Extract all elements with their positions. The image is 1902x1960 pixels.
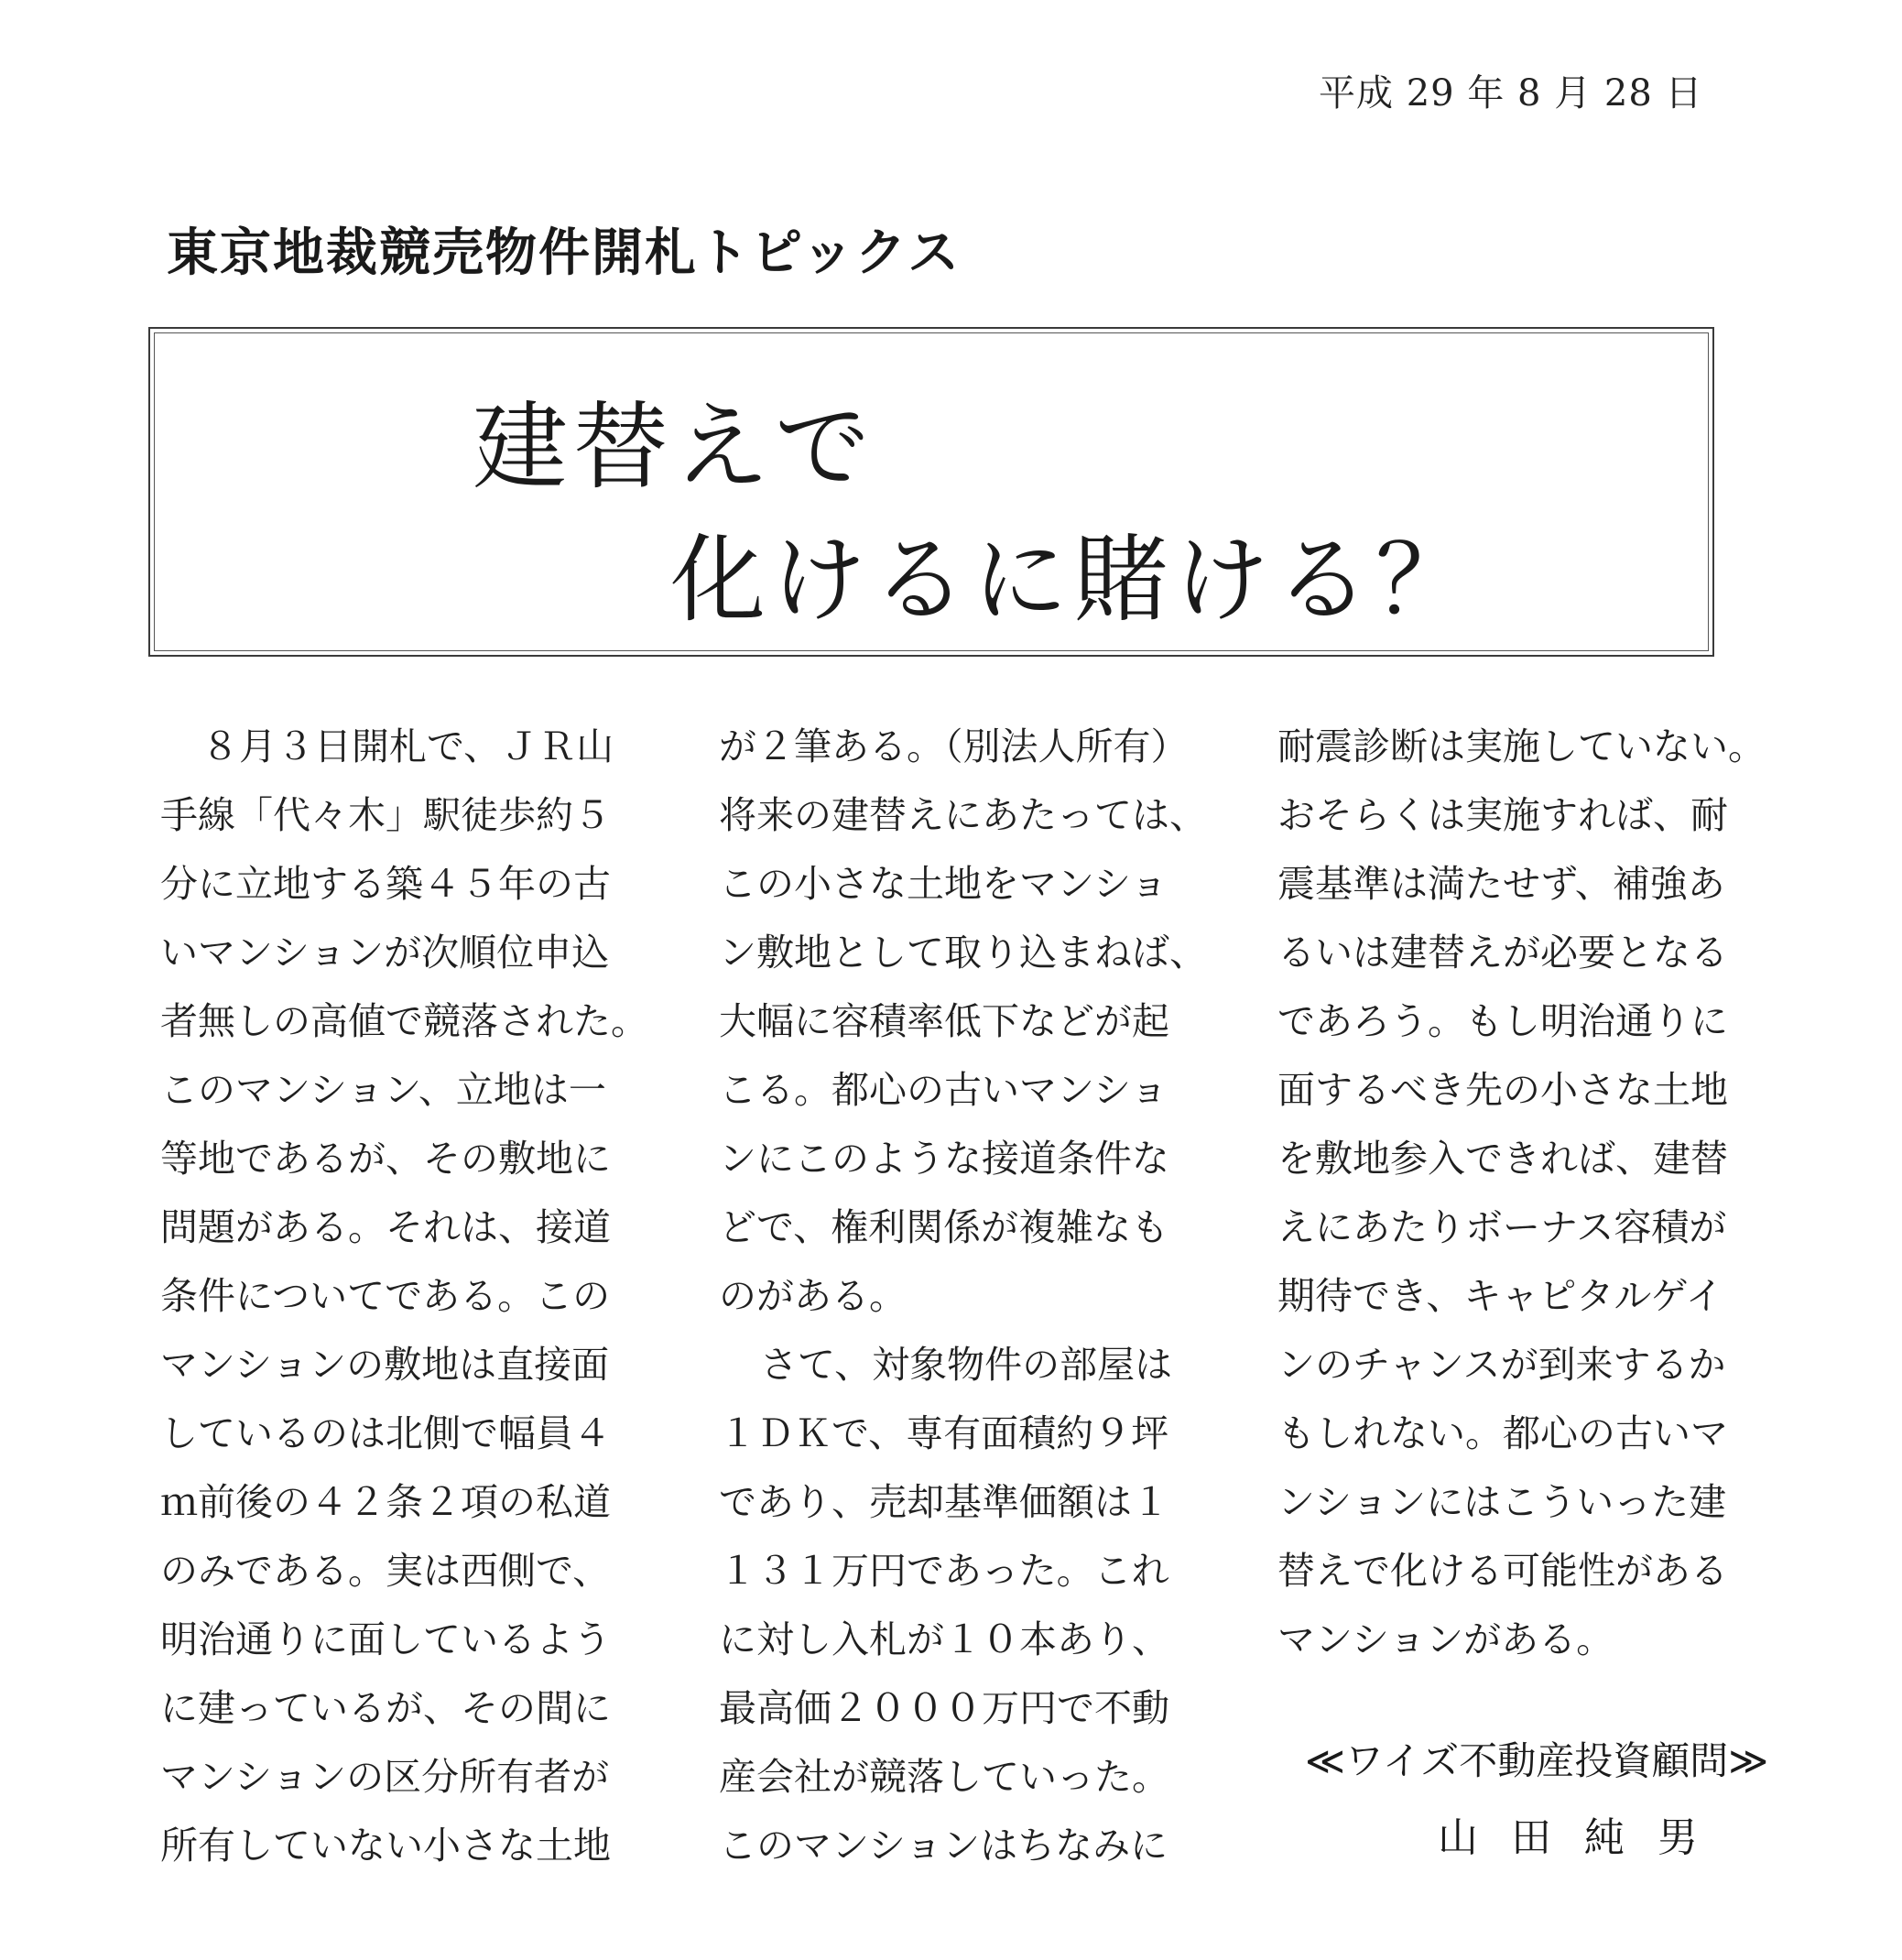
body-line: 期待でき、キャピタルゲイ: [1277, 1274, 1723, 1318]
body-line: 最高価２０００万円で不動: [719, 1686, 1169, 1730]
body-line: １ＤＫで、専有面積約９坪: [719, 1411, 1169, 1455]
body-line: どで、権利関係が複雑なも: [719, 1205, 1169, 1249]
byline-company: ≪ワイズ不動産投資顧問≫: [1305, 1738, 1769, 1783]
body-line: を敷地参入できれば、建替: [1277, 1137, 1728, 1181]
body-line: ｍ前後の４２条２項の私道: [160, 1480, 611, 1524]
series-title: 東京地裁競売物件開札トピックス: [167, 223, 962, 283]
body-line: マンションがある。: [1277, 1617, 1614, 1661]
body-line: 明治通りに面しているよう: [160, 1617, 611, 1661]
article-date: 平成 29 年 8 月 28 日: [1319, 72, 1703, 114]
body-line: に建っているが、その間に: [160, 1686, 611, 1730]
body-line: おそらくは実施すれば、耐: [1277, 793, 1728, 837]
body-line: ンのチャンスが到来するか: [1277, 1343, 1726, 1387]
body-line: のがある。: [719, 1274, 907, 1318]
body-line: 者無しの高値で競落された。: [160, 999, 648, 1043]
body-line: 耐震診断は実施していない。: [1277, 724, 1766, 768]
body-line: ８月３日開札で、ＪＲ山: [201, 724, 614, 768]
body-column-3: [1277, 713, 1790, 1674]
body-line: であろう。もし明治通りに: [1277, 999, 1728, 1043]
body-line: 替えで化ける可能性がある: [1277, 1549, 1728, 1593]
body-line: のみである。実は西側で、: [160, 1549, 611, 1593]
body-line: この小さな土地をマンショ: [719, 862, 1168, 906]
body-line: 問題がある。それは、接道: [160, 1205, 611, 1249]
body-line: が２筆ある。（別法人所有）: [719, 724, 1189, 768]
body-line: 等地であるが、その敷地に: [160, 1137, 611, 1181]
body-line: 大幅に容積率低下などが起: [719, 999, 1169, 1043]
body-line: るいは建替えが必要となる: [1277, 931, 1728, 975]
body-line: ンにこのような接道条件な: [719, 1137, 1169, 1181]
body-line: 手線「代々木」駅徒歩約５: [160, 793, 611, 837]
body-line: このマンション、立地は一: [160, 1068, 606, 1112]
body-line: 面するべき先の小さな土地: [1277, 1068, 1728, 1112]
body-line: であり、売却基準価額は１: [719, 1480, 1169, 1524]
body-line: 産会社が競落していった。: [719, 1755, 1169, 1799]
body-line: こる。都心の古いマンショ: [719, 1068, 1168, 1112]
body-line: いマンションが次順位申込: [160, 931, 610, 975]
body-line: このマンションはちなみに: [719, 1824, 1168, 1867]
body-line: １３１万円であった。これ: [719, 1549, 1169, 1593]
body-line: に対し入札が１０本あり、: [719, 1617, 1169, 1661]
body-line: さて、対象物件の部屋は: [760, 1343, 1173, 1387]
headline-line-2: 化けるに賭ける？: [670, 524, 1477, 636]
body-column-2: [719, 713, 1218, 1880]
body-line: しているのは北側で幅員４: [160, 1411, 611, 1455]
body-line: 条件についてである。この: [160, 1274, 611, 1318]
body-line: えにあたりボーナス容積が: [1277, 1205, 1727, 1249]
body-line: 所有していない小さな土地: [160, 1824, 611, 1867]
byline-author: 山田純男: [1438, 1814, 1731, 1861]
body-column-1: [160, 713, 659, 1880]
headline-line-1: 建替えで: [473, 391, 876, 503]
body-line: 震基準は満たせず、補強あ: [1277, 862, 1725, 906]
body-line: ンションにはこういった建: [1277, 1480, 1727, 1524]
body-line: 分に立地する築４５年の古: [160, 862, 611, 906]
body-line: マンションの区分所有者が: [160, 1755, 610, 1799]
body-line: ン敷地として取り込まねば、: [719, 931, 1207, 975]
body-line: マンションの敷地は直接面: [160, 1343, 610, 1387]
body-line: 将来の建替えにあたっては、: [719, 793, 1207, 837]
body-line: もしれない。都心の古いマ: [1277, 1411, 1728, 1455]
headline-box: [148, 327, 1714, 657]
